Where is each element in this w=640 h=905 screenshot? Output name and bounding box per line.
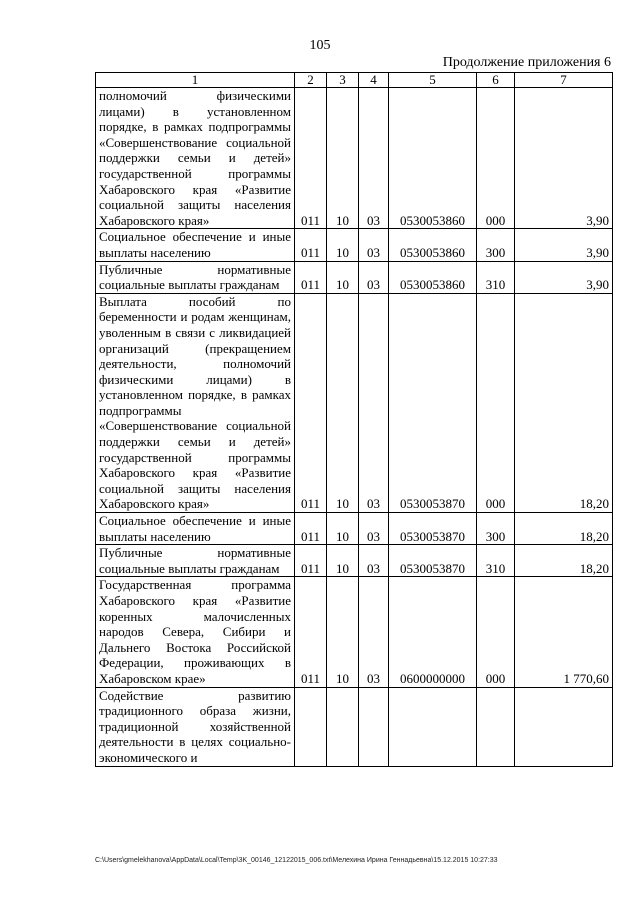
- row-code-section: 10: [327, 261, 359, 293]
- row-amount: 3,90: [515, 261, 613, 293]
- row-code-target: 0600000000: [389, 577, 477, 687]
- row-code-subsection: 03: [359, 261, 389, 293]
- row-code-section: 10: [327, 577, 359, 687]
- row-amount: 3,90: [515, 88, 613, 229]
- row-code-section: 10: [327, 293, 359, 512]
- row-code-target: 0530053860: [389, 229, 477, 261]
- table-row: [96, 293, 613, 512]
- table-row: [96, 513, 613, 545]
- row-description: Государственная программа Хабаровского края «Развитие коренных малочисленных народов Севера, Сибири и Дальнего Востока Российской Федерации, проживающих в Хабаровском крае»: [96, 577, 295, 687]
- row-code-expense-type: 300: [477, 513, 515, 545]
- table-row: [96, 261, 613, 293]
- row-amount: 1 770,60: [515, 577, 613, 687]
- row-amount: 18,20: [515, 545, 613, 577]
- row-amount: 18,20: [515, 513, 613, 545]
- row-code-section: [327, 687, 359, 766]
- row-code-subsection: [359, 687, 389, 766]
- header-col-3: 3: [327, 73, 359, 88]
- row-code-section: 10: [327, 88, 359, 229]
- page-number: 105: [309, 38, 331, 53]
- row-code-subsection: 03: [359, 513, 389, 545]
- row-code-ministry: 011: [295, 577, 327, 687]
- row-description: Содействие развитию традиционного образа жизни, традиционной хозяйственной деятельности в целях социально-экономического и: [96, 687, 295, 766]
- row-code-ministry: 011: [295, 513, 327, 545]
- table-row: [96, 229, 613, 261]
- row-code-subsection: 03: [359, 293, 389, 512]
- row-code-ministry: 011: [295, 545, 327, 577]
- row-description: Социальное обеспечение и иные выплаты населению: [96, 513, 295, 545]
- row-code-ministry: 011: [295, 88, 327, 229]
- row-description: Социальное обеспечение и иные выплаты населению: [96, 229, 295, 261]
- row-code-expense-type: 000: [477, 88, 515, 229]
- row-code-target: 0530053870: [389, 545, 477, 577]
- row-code-subsection: 03: [359, 229, 389, 261]
- row-code-subsection: 03: [359, 545, 389, 577]
- row-amount: 18,20: [515, 293, 613, 512]
- row-code-expense-type: [477, 687, 515, 766]
- row-code-section: 10: [327, 545, 359, 577]
- row-code-ministry: 011: [295, 293, 327, 512]
- row-code-ministry: 011: [295, 261, 327, 293]
- row-description: Публичные нормативные социальные выплаты гражданам: [96, 545, 295, 577]
- row-code-expense-type: 000: [477, 293, 515, 512]
- row-code-expense-type: 000: [477, 577, 515, 687]
- row-code-target: 0530053860: [389, 261, 477, 293]
- table-row: [96, 577, 613, 687]
- appendix-table: [95, 72, 613, 767]
- row-amount: 3,90: [515, 229, 613, 261]
- row-description: Публичные нормативные социальные выплаты гражданам: [96, 261, 295, 293]
- continuation-label: Продолжение приложения 6: [442, 55, 611, 70]
- row-code-subsection: 03: [359, 577, 389, 687]
- row-code-target: [389, 687, 477, 766]
- row-code-expense-type: 300: [477, 229, 515, 261]
- row-code-ministry: [295, 687, 327, 766]
- footer-file-path: C:\Users\gmelekhanova\AppData\Local\Temp\3K_00146_12122015_006.txt\Мелехина Ирина Геннадьевна\15.12.2015 10:27:33: [95, 857, 498, 864]
- row-code-section: 10: [327, 229, 359, 261]
- header-col-6: 6: [477, 73, 515, 88]
- row-amount: [515, 687, 613, 766]
- header-col-5: 5: [389, 73, 477, 88]
- table-row: [96, 545, 613, 577]
- row-description: Выплата пособий по беременности и родам женщинам, уволенным в связи с ликвидацией организаций (прекращением деятельности, полномочий физическими лицами) в установленном порядке, в рамках подпрограммы «Совершенствование социальной поддержки семьи и детей» государственной программы Хабаровского края «Развитие социальной защиты населения Хабаровского края»: [96, 293, 295, 512]
- row-code-target: 0530053870: [389, 513, 477, 545]
- row-code-target: 0530053870: [389, 293, 477, 512]
- row-code-expense-type: 310: [477, 261, 515, 293]
- header-col-1: 1: [96, 73, 295, 88]
- table-row: [96, 88, 613, 229]
- header-col-4: 4: [359, 73, 389, 88]
- header-col-2: 2: [295, 73, 327, 88]
- row-code-subsection: 03: [359, 88, 389, 229]
- row-description: полномочий физическими лицами) в установленном порядке, в рамках подпрограммы «Совершенствование социальной поддержки семьи и детей» государственной программы Хабаровского края «Развитие социальной защиты населения Хабаровского края»: [96, 88, 295, 229]
- table-row: [96, 687, 613, 766]
- table-header-row: [96, 73, 613, 88]
- row-code-target: 0530053860: [389, 88, 477, 229]
- row-code-section: 10: [327, 513, 359, 545]
- row-code-expense-type: 310: [477, 545, 515, 577]
- row-code-ministry: 011: [295, 229, 327, 261]
- header-col-7: 7: [515, 73, 613, 88]
